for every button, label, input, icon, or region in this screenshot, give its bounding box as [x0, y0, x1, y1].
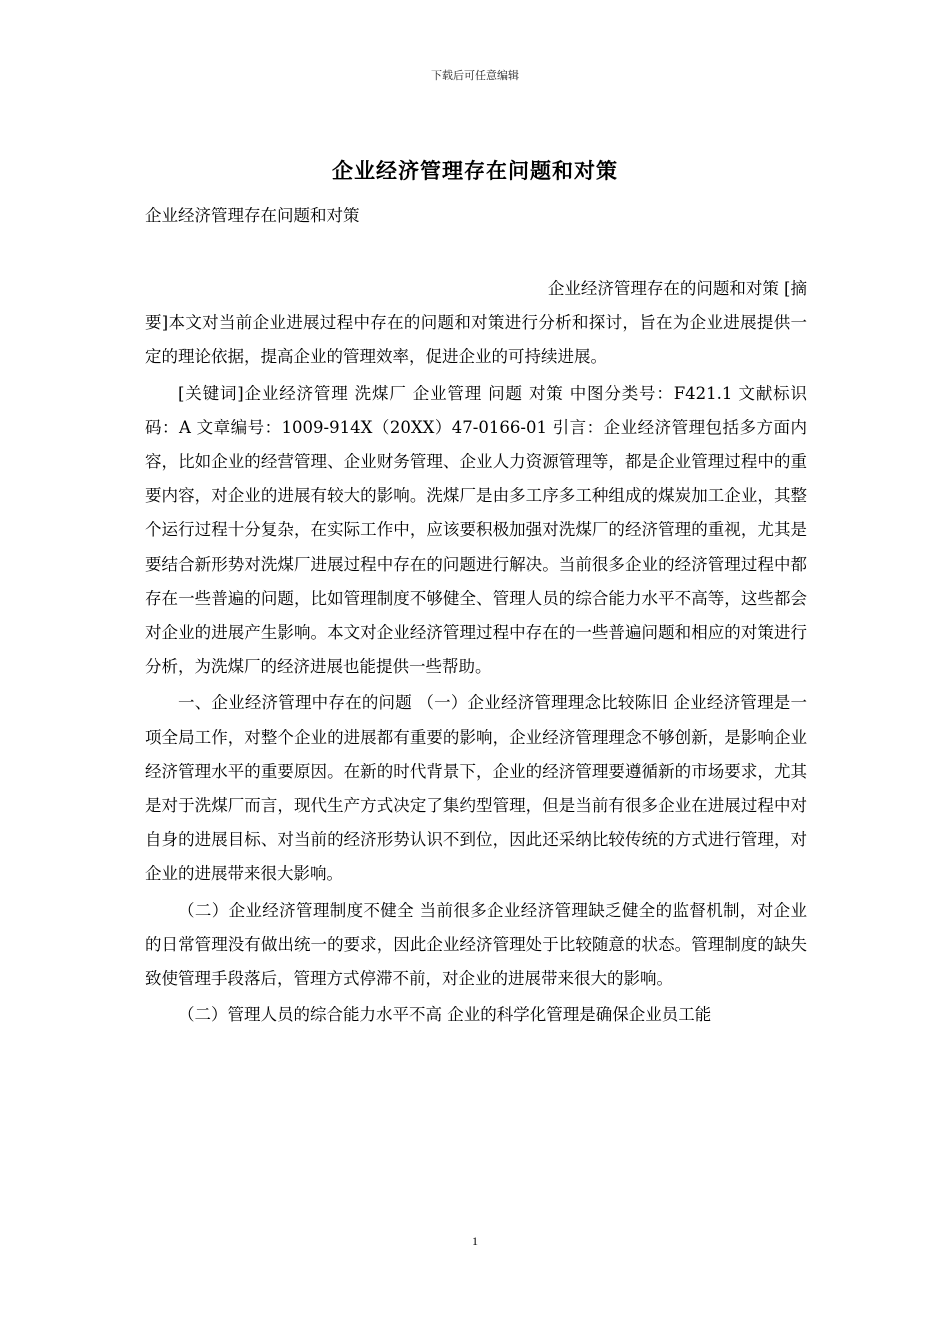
document-title: 企业经济管理存在问题和对策 — [332, 158, 618, 183]
section-3-paragraph: （二）管理人员的综合能力水平不高 企业的科学化管理是确保企业员工能 — [178, 1005, 712, 1025]
abstract-lead-paragraph: 企业经济管理存在的问题和对策 [摘 — [547, 279, 807, 298]
section-1-paragraph: 一、企业经济管理中存在的问题 （一）企业经济管理理念比较陈旧 企业经济管理是一项全局工作，对整个企业的进展都有重要的影响，企业经济管理理念不够创新，是影响企业经济管理水平的重要原因。在新的时代背景下，企业的经济管理要遵循新的市场要求，尤其是对于洗煤厂而言，现代生产方式决定了集约型管理，但是当前有很多企业在进展过程中对自身的进展目标、对当前的经济形势认识不到位，因此还采纳比较传统的方式进行管理，对企业的进展带来很大影响。 — [145, 693, 807, 884]
abstract-paragraph: 要]本文对当前企业进展过程中存在的问题和对策进行分析和探讨，旨在为企业进展提供一定的理论依据，提高企业的管理效率，促进企业的可持续进展。 — [145, 313, 807, 367]
document-body — [145, 272, 807, 1032]
document-subtitle: 企业经济管理存在问题和对策 — [145, 206, 360, 225]
section-2-paragraph: （二）企业经济管理制度不健全 当前很多企业经济管理缺乏健全的监督机制，对企业的日常管理没有做出统一的要求，因此企业经济管理处于比较随意的状态。管理制度的缺失致使管理手段落后，管理方式停滞不前，对企业的进展带来很大的影响。 — [145, 900, 807, 989]
page-number: 1 — [472, 1234, 478, 1248]
keywords-paragraph: [关键词]企业经济管理 洗煤厂 企业管理 问题 对策 中图分类号：F421.1 文献标识码：A 文章编号：1009-914X（20XX）47-0166-01 引言：企业经济管理包括多方面内容，比如企业的经营管理、企业财务管理、企业人力资源管理等，都是企业管理过程中的重要内容，对企业的进展有较大的影响。洗煤厂是由多工序多工种组成的煤炭加工企业，其整个运行过程十分复杂，在实际工作中，应该要积极加强对洗煤厂的经济管理的重视，尤其是要结合新形势对洗煤厂进展过程中存在的问题进行解决。当前很多企业的经济管理过程中都存在一些普遍的问题，比如管理制度不够健全、管理人员的综合能力水平不高等，这些都会对企业的进展产生影响。本文对企业经济管理过程中存在的一些普遍问题和相应的对策进行分析，为洗煤厂的经济进展也能提供一些帮助。 — [145, 383, 807, 677]
header-note: 下载后可任意编辑 — [431, 69, 519, 82]
